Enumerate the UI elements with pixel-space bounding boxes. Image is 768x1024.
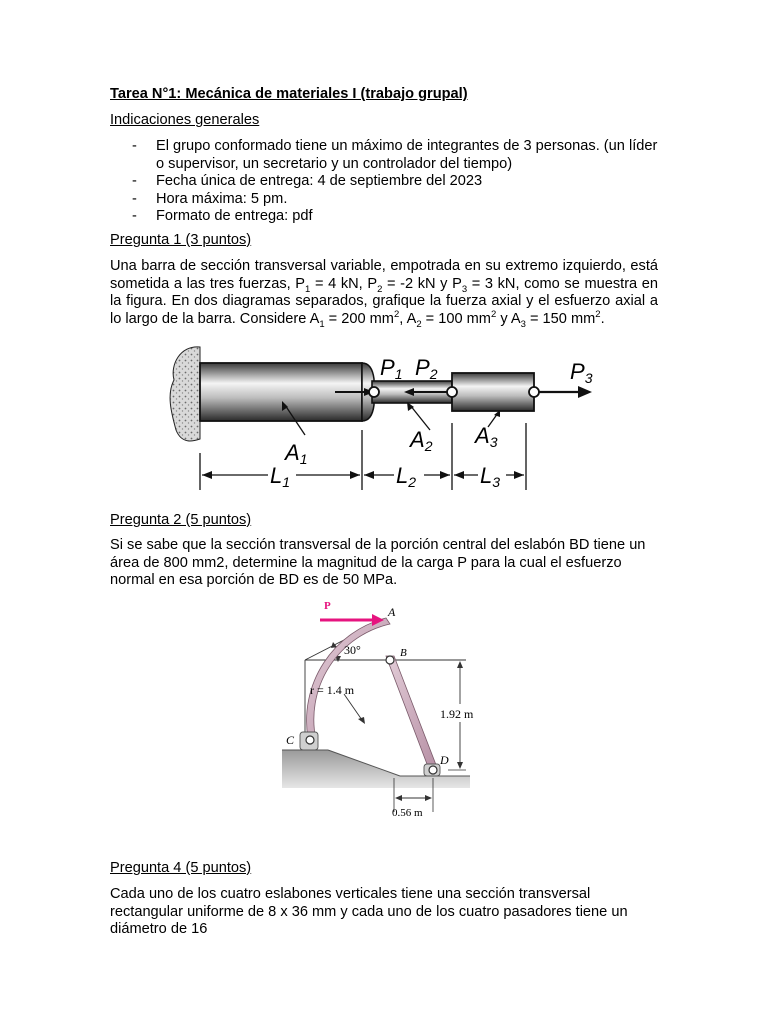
bullet-marker: - (132, 138, 137, 154)
bullet-text: El grupo conformado tiene un máximo de integrantes de 3 personas. (un líder o supervisor, un secretario y un controlador del tiempo) (156, 138, 658, 172)
label-p2: P2 (415, 355, 438, 382)
pin-d (429, 766, 437, 774)
question-2-text: Si se sabe que la sección transversal de la porción central del eslabón BD tiene un área de 800 mm2, determine la magnitud de la carga P para la cual el esfuerzo normal en esa porción de BD es de 50 MPa. (110, 537, 646, 588)
label-l3: L3 (480, 463, 501, 490)
pin-b (386, 656, 394, 664)
load-point-p2 (447, 387, 457, 397)
link-bd (386, 656, 438, 772)
question-1-heading: Pregunta 1 (3 puntos) (110, 232, 252, 248)
general-instructions-heading: Indicaciones generales (110, 112, 260, 128)
label-d: D (440, 753, 449, 767)
label-radius: r = 1.4 m (310, 683, 355, 697)
label-b: B (400, 647, 407, 659)
label-a: A (388, 605, 396, 619)
instructions-list (110, 138, 658, 226)
label-a3: A3 (475, 423, 498, 450)
segment-a3 (452, 373, 534, 411)
list-item (110, 191, 658, 209)
bullet-text: Hora máxima: 5 pm. (156, 190, 288, 207)
load-point-p1 (369, 387, 379, 397)
label-a2: A2 (410, 427, 433, 454)
label-p1: P1 (380, 355, 403, 382)
pin-c (306, 736, 314, 744)
link-mechanism-figure (270, 598, 500, 823)
load-arrow-p3 (578, 386, 592, 398)
label-offset: 0.56 m (392, 807, 423, 819)
question-4-heading: Pregunta 4 (5 puntos) (110, 860, 252, 876)
fixed-wall-support (170, 347, 200, 441)
label-l2: L2 (396, 463, 417, 490)
list-item (110, 138, 658, 173)
list-item (110, 208, 658, 226)
label-p: P (324, 600, 331, 612)
question-2-heading: Pregunta 2 (5 puntos) (110, 512, 252, 528)
curved-link-ac (307, 618, 390, 740)
list-item (110, 173, 658, 191)
bullet-marker: - (132, 190, 137, 207)
stepped-bar-figure (160, 335, 610, 495)
question-1-text: Una barra de sección transversal variable, empotrada en su extremo izquierdo, está sometida a las tres fuerzas, $P_1 = 4$ kN, $P_2 = -2$ kN y $P_3 = 3$ kN, como se muestra en la figura. En dos diagramas separados, grafique la fuerza axial y el esfuerzo axial a lo largo de la barra. Considere $A_1 = 200$ $mm^2$, $A_2 = 100$ $mm^2$ y $A_3 = 150$ $mm^2$. (110, 258, 659, 330)
question-4-text: Cada uno de los cuatro eslabones verticales tiene una sección transversal rectangular uniforme de 8 x 36 mm y cada uno de los cuatro pasadores tiene un diámetro de 16 (110, 886, 628, 937)
label-height: 1.92 m (440, 707, 474, 721)
label-c: C (286, 733, 295, 747)
label-a1: A1 (285, 440, 308, 467)
bullet-text: Formato de entrega: pdf (156, 208, 313, 224)
label-p3: P3 (570, 359, 593, 386)
bullet-text: Fecha única de entrega: 4 de septiembre del 2023 (156, 173, 483, 189)
bullet-marker: - (132, 173, 137, 189)
load-point-p3 (529, 387, 539, 397)
document-title: Tarea N°1: Mecánica de materiales I (trabajo grupal) (110, 86, 468, 102)
label-l1: L1 (270, 463, 291, 490)
bullet-marker: - (132, 208, 137, 224)
label-angle: 30° (344, 643, 361, 657)
